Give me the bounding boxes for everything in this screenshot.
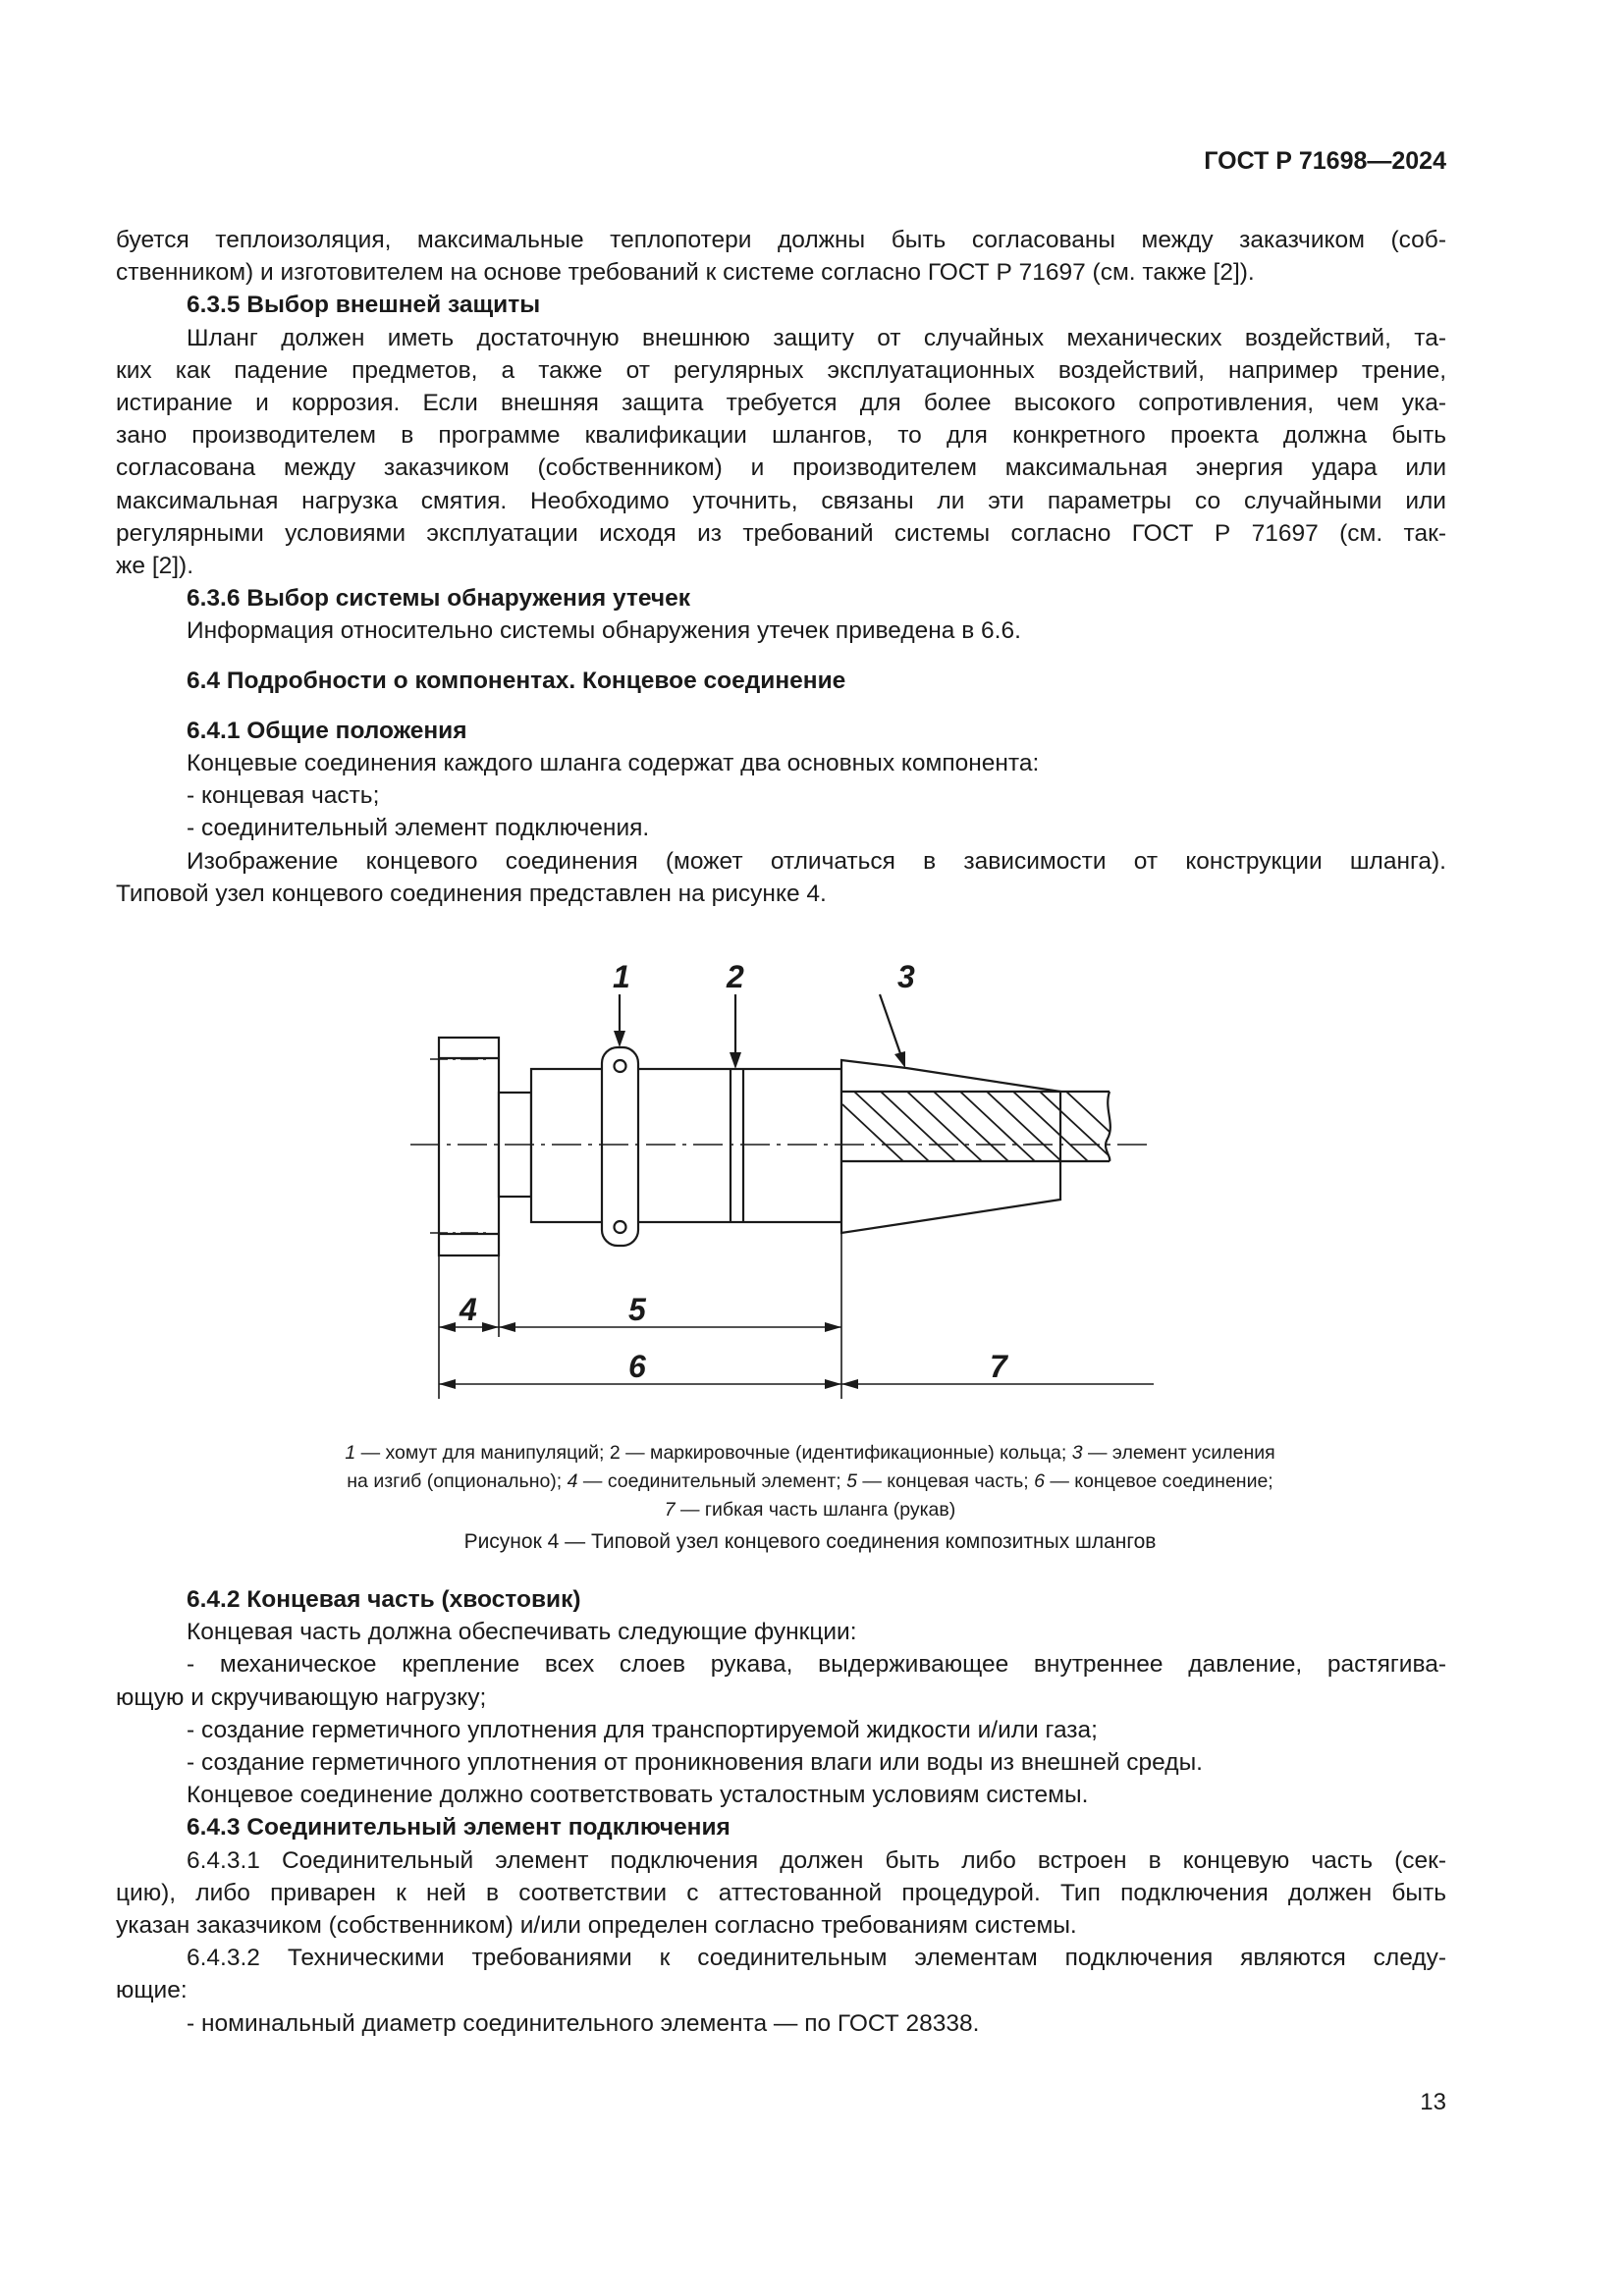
hose-break-line — [1106, 1092, 1110, 1161]
paragraph-line: согласована между заказчиком (собственником) и производителем максимальная энергия удара или — [116, 454, 1446, 482]
paragraph-line: максимальная нагрузка смятия. Необходимо уточнить, связаны ли эти параметры со случайными или — [116, 487, 1446, 514]
dimension-arrowheads — [439, 1322, 858, 1389]
section-heading-6-4-1: 6.4.1 Общие положения — [187, 717, 467, 744]
paragraph-line: Концевое соединение должно соответствовать усталостным условиям системы. — [187, 1782, 1089, 1809]
bottom-text-block — [116, 1583, 1446, 2040]
end-body — [531, 1069, 841, 1222]
legend-line: 7 — гибкая часть шланга (рукав) — [664, 1499, 956, 1521]
document-code: ГОСТ Р 71698—2024 — [1204, 147, 1446, 175]
leader-arrowhead-2 — [730, 1052, 741, 1069]
paragraph-line: ющие: — [116, 1977, 188, 2004]
list-item-continuation: ющую и скручивающую нагрузку; — [116, 1683, 487, 1711]
paragraph-line: Шланг должен иметь достаточную внешнюю защиту от случайных механических воздействий, та- — [187, 324, 1446, 351]
section-heading-6-4-2: 6.4.2 Концевая часть (хвостовик) — [187, 1586, 581, 1613]
list-item: - механическое крепление всех слоев рукава, выдерживающее внутреннее давление, растягива- — [187, 1651, 1446, 1679]
paragraph-line: цию), либо приварен к ней в соответствии с аттестованной процедурой. Тип подключения должен быть — [116, 1879, 1446, 1906]
page-number: 13 — [1420, 2089, 1446, 2115]
paragraph-line: же [2]). — [116, 553, 194, 580]
section-heading-6-3-6: 6.3.6 Выбор системы обнаружения утечек — [187, 585, 691, 613]
paragraph-line: Концевые соединения каждого шланга содержат два основных компонента: — [187, 750, 1040, 777]
dimension-label-7: 7 — [990, 1349, 1007, 1384]
legend-line: на изгиб (опционально); 4 — соединительный элемент; 5 — концевая часть; 6 — концевое соединение; — [347, 1470, 1273, 1492]
list-item: - соединительный элемент подключения. — [187, 815, 650, 842]
callout-label-3: 3 — [897, 959, 915, 994]
section-heading-6-4: 6.4 Подробности о компонентах. Концевое соединение — [187, 667, 846, 694]
drawing-svg — [407, 947, 1154, 1399]
paragraph-line: Информация относительно системы обнаружения утечек приведена в 6.6. — [187, 617, 1021, 645]
callout-label-1: 1 — [613, 959, 630, 994]
paragraph-line: 6.4.3.2 Техническими требованиями к соединительным элементам подключения являются следу- — [187, 1945, 1446, 1972]
leader-arrowhead-3 — [894, 1051, 905, 1068]
paragraph-line: регулярными условиями эксплуатации исходя из требований системы согласно ГОСТ Р 71697 (см. так- — [116, 519, 1446, 547]
figure-title: Рисунок 4 — Типовой узел концевого соединения композитных шлангов — [463, 1530, 1157, 1553]
paragraph-line: ственником) и изготовителем на основе требований к системе согласно ГОСТ Р 71697 (см. также [2]). — [116, 259, 1255, 287]
dimension-label-6: 6 — [628, 1349, 646, 1384]
list-item: - концевая часть; — [187, 782, 380, 810]
paragraph-line: истирание и коррозия. Если внешняя защита требуется для более высокого сопротивления, чем ука- — [116, 390, 1446, 417]
paragraph-line: указан заказчиком (собственником) и/или определен согласно требованиям системы. — [116, 1912, 1077, 1940]
end-fitting-drawing — [407, 947, 1154, 1399]
callout-label-2: 2 — [727, 959, 744, 994]
paragraph-line: буется теплоизоляция, максимальные теплопотери должны быть согласованы между заказчиком (соб- — [116, 227, 1446, 253]
legend-line: 1 — хомут для манипуляций; 2 — маркировочные (идентификационные) кольца; 3 — элемент усиления — [345, 1442, 1275, 1464]
figure-legend — [196, 1439, 1424, 1524]
dimension-label-4: 4 — [460, 1292, 477, 1327]
paragraph-line: Изображение концевого соединения (может отличаться в зависимости от конструкции шланга). — [187, 847, 1446, 875]
section-heading-6-4-3: 6.4.3 Соединительный элемент подключения — [187, 1814, 731, 1842]
paragraph-line: 6.4.3.1 Соединительный элемент подключения должен быть либо встроен в концевую часть (сек- — [187, 1846, 1446, 1874]
paragraph-line: Типовой узел концевого соединения представлен на рисунке 4. — [116, 880, 827, 907]
paragraph-line: ких как падение предметов, а также от регулярных эксплуатационных воздействий, например трение, — [116, 356, 1446, 384]
list-item: - номинальный диаметр соединительного элемента — по ГОСТ 28338. — [187, 2009, 980, 2037]
leader-arrowhead-1 — [614, 1031, 625, 1047]
handling-clamp — [602, 1047, 638, 1246]
leader-line-3 — [880, 994, 902, 1059]
flange-outline — [439, 1038, 499, 1255]
list-item: - создание герметичного уплотнения для транспортируемой жидкости и/или газа; — [187, 1716, 1098, 1743]
paragraph-line: Концевая часть должна обеспечивать следующие функции: — [187, 1619, 857, 1646]
top-text-block — [116, 224, 1446, 910]
section-heading-6-3-5: 6.3.5 Выбор внешней защиты — [187, 292, 541, 319]
bend-stiffener — [841, 1060, 1060, 1233]
list-item: - создание герметичного уплотнения от проникновения влаги или воды из внешней среды. — [187, 1749, 1203, 1777]
paragraph-line: зано производителем в программе квалификации шлангов, то для конкретного проекта должна быть — [116, 422, 1446, 450]
dimension-label-5: 5 — [628, 1292, 646, 1327]
